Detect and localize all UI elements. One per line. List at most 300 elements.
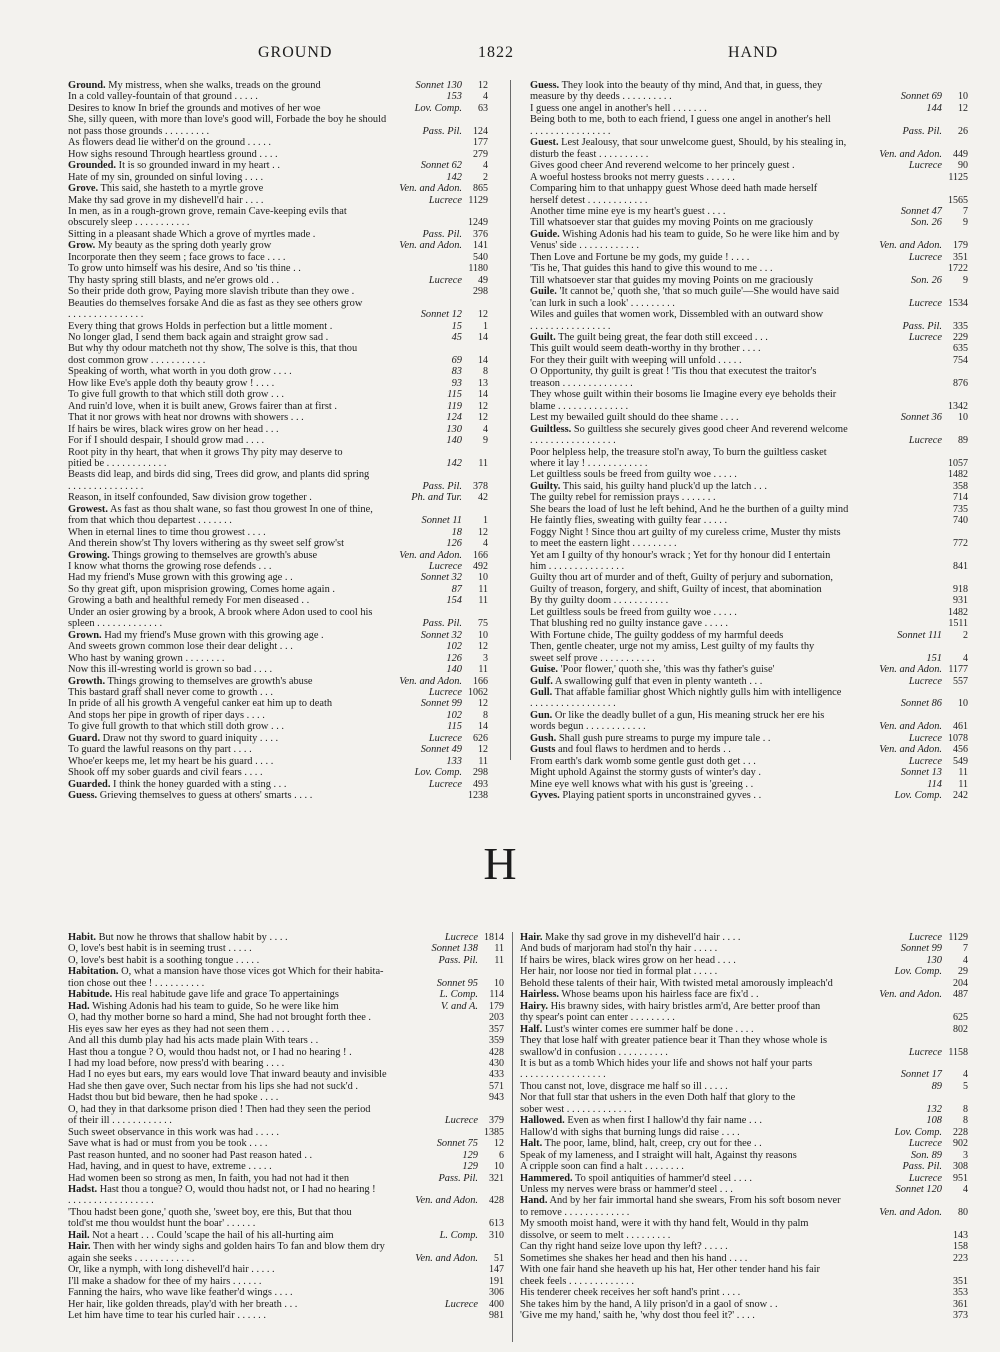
entry-line-number: 12 xyxy=(478,641,488,653)
concordance-entry xyxy=(530,561,968,572)
entry-line-number: 12 xyxy=(478,744,488,756)
entry-text xyxy=(68,194,425,206)
entry-source: 151 xyxy=(926,652,942,664)
entry-line-number: 902 xyxy=(953,1138,968,1150)
entry-line-number: 10 xyxy=(958,698,968,710)
concordance-entry xyxy=(520,943,968,954)
concordance-entry xyxy=(68,641,488,652)
entry-quotation: Lust's winter comes ere summer half be done . . . . xyxy=(542,1023,754,1035)
concordance-entry xyxy=(68,1115,504,1126)
entry-line-number: 12 xyxy=(478,400,488,412)
entry-line-number: 772 xyxy=(953,538,968,550)
entry-line-number: 943 xyxy=(489,1092,504,1104)
concordance-entry xyxy=(530,676,968,687)
concordance-entry xyxy=(520,1241,968,1252)
entry-quotation: Guilty thou art of murder and of theft, Guilty of perjury and subornation, xyxy=(530,572,833,584)
entry-quotation: Wishing Adonis had his team to guide, So he were like him xyxy=(89,1000,339,1012)
entry-text xyxy=(530,629,893,641)
entry-text xyxy=(520,1080,928,1092)
entry-text xyxy=(530,583,938,595)
concordance-entry xyxy=(520,1138,968,1149)
entry-quotation: Had, having, and in quest to have, extreme . . . . . xyxy=(68,1161,272,1173)
entry-text xyxy=(530,641,938,653)
entry-keyword: Guise. xyxy=(530,664,559,676)
entry-keyword: Gull. xyxy=(530,687,553,699)
entry-line-number: 1534 xyxy=(948,297,968,309)
entry-quotation: Had she then gave over, Such nectar from his lips she had not suck'd . xyxy=(68,1080,359,1092)
concordance-entry xyxy=(68,1035,504,1046)
entry-line-number: 6 xyxy=(499,1149,504,1161)
entry-quotation: obscurely sleep . . . . . . . . . . . xyxy=(68,217,190,229)
running-head-right: HAND xyxy=(728,44,779,61)
entry-quotation: Mine eye well knows what with his gust is 'greeing . . xyxy=(530,778,754,790)
entry-quotation: I know what thorns the growing rose defends . . . xyxy=(68,561,272,573)
entry-quotation: swallow'd in confusion . . . . . . . . . . xyxy=(520,1046,668,1058)
entry-source: Sonnet 69 xyxy=(900,91,942,103)
entry-text xyxy=(68,503,458,515)
entry-quotation: Hallow'd with sighs that burning lungs did raise . . . . xyxy=(520,1126,740,1138)
concordance-entry xyxy=(530,687,968,698)
entry-quotation: to remove . . . . . . . . . . . . . xyxy=(520,1206,630,1218)
entry-text xyxy=(68,492,407,504)
entry-text xyxy=(530,331,905,343)
entry-quotation: Hate of my sin, grounded on sinful loving . . . . xyxy=(68,171,264,183)
entry-quotation: I had my load before, now press'd with bearing . . . . xyxy=(68,1057,285,1069)
entry-text xyxy=(68,664,442,676)
entry-source: Sonnet 95 xyxy=(436,977,478,989)
entry-line-number: 203 xyxy=(489,1012,504,1024)
entry-source: Sonnet 13 xyxy=(900,767,942,779)
concordance-entry xyxy=(68,943,504,954)
entry-source: Sonnet 11 xyxy=(421,515,462,527)
concordance-entry xyxy=(68,1276,504,1287)
concordance-entry xyxy=(530,160,968,171)
entry-source: Lov. Comp. xyxy=(894,790,942,802)
entry-quotation: Might uphold Against the stormy gusts of winter's day . xyxy=(530,767,762,779)
entry-text xyxy=(530,171,938,183)
entry-text xyxy=(68,572,417,584)
entry-text xyxy=(520,1057,938,1069)
entry-quotation: With one fair hand she heaveth up his hat, Her other tender hand his fair xyxy=(520,1264,820,1276)
concordance-entry xyxy=(68,401,488,412)
entry-quotation: It is but as a tomb Which hides your life and shows not half your parts xyxy=(520,1057,813,1069)
entry-text xyxy=(530,572,938,584)
entry-line-number: 10 xyxy=(958,412,968,424)
entry-source: Lucrece xyxy=(428,194,462,206)
entry-quotation: Or like the deadly bullet of a gun, His meaning struck her ere his xyxy=(552,709,825,721)
entry-text xyxy=(520,1309,938,1321)
entry-text xyxy=(520,1115,922,1127)
entry-text xyxy=(68,721,443,733)
concordance-entry xyxy=(68,710,488,721)
entry-text xyxy=(530,343,938,355)
concordance-entry xyxy=(68,1001,504,1012)
entry-line-number: 428 xyxy=(489,1195,504,1207)
concordance-entry xyxy=(68,114,488,125)
entry-keyword: Had. xyxy=(68,1000,90,1012)
entry-quotation: Unless my nerves were brass or hammer'd steel . . . xyxy=(520,1183,733,1195)
entry-text xyxy=(68,698,417,710)
entry-quotation: Poor helpless help, the treasure stol'n away, To burn the guiltless casket xyxy=(530,446,827,458)
entry-line-number: 2 xyxy=(483,171,488,183)
entry-source: Lucrece xyxy=(444,932,478,943)
entry-text xyxy=(68,137,458,149)
entry-quotation: . . . . . . . . . . . . . . . . . xyxy=(68,1195,154,1207)
entry-keyword: Gush. xyxy=(530,732,557,744)
entry-text xyxy=(68,606,458,618)
entry-source: Pass. Pil. xyxy=(902,320,942,332)
entry-quotation: 'Poor flower,' quoth she, 'this was thy father's guise' xyxy=(558,664,775,676)
entry-quotation: Wiles and guiles that women work, Dissembled with an outward show xyxy=(530,309,824,321)
concordance-entry xyxy=(530,149,968,160)
entry-line-number: 557 xyxy=(953,675,968,687)
entry-quotation: Had my friend's Muse grown with this growing age . xyxy=(101,629,324,641)
entry-quotation: His brawny sides, with hairy bristles arm'd, Are better proof than xyxy=(548,1000,821,1012)
entry-quotation: sweet self prove . . . . . . . . . . . xyxy=(530,652,655,664)
entry-quotation: Things growing to themselves are growth's abuse xyxy=(109,549,318,561)
concordance-entry xyxy=(68,1207,504,1218)
entry-source: Ven. and Adon. xyxy=(879,240,942,252)
entry-quotation: Let guiltless souls be freed from guilty woe . . . . . xyxy=(530,469,737,481)
concordance-entry xyxy=(68,515,488,526)
entry-source: Lucrece xyxy=(908,435,942,447)
entry-text xyxy=(520,1241,938,1253)
concordance-entry xyxy=(520,1035,968,1046)
entry-text xyxy=(530,286,938,298)
entry-line-number: 306 xyxy=(489,1287,504,1299)
entry-quotation: Under an osier growing by a brook, A brook where Adon used to cool his xyxy=(68,606,373,618)
concordance-entry xyxy=(520,1287,968,1298)
entry-line-number: 4 xyxy=(483,91,488,103)
entry-line-number: 1249 xyxy=(468,217,488,229)
entry-line-number: 26 xyxy=(958,125,968,137)
entry-text xyxy=(530,114,938,126)
entry-line-number: 321 xyxy=(489,1172,504,1184)
entry-text xyxy=(530,274,907,286)
entry-line-number: 11 xyxy=(478,664,488,676)
entry-line-number: 11 xyxy=(958,778,968,790)
concordance-entry xyxy=(520,1115,968,1126)
entry-line-number: 10 xyxy=(478,629,488,641)
entry-text xyxy=(68,389,443,401)
entry-text xyxy=(68,183,395,195)
entry-text xyxy=(68,1229,436,1241)
concordance-entry xyxy=(68,1230,504,1241)
entry-line-number: 12 xyxy=(478,309,488,321)
entry-keyword: Growest. xyxy=(68,503,108,515)
concordance-entry xyxy=(68,103,488,114)
entry-text xyxy=(68,767,411,779)
entry-source: 129 xyxy=(462,1161,478,1173)
concordance-entry xyxy=(520,932,968,943)
entry-source: 130 xyxy=(926,954,942,966)
entry-text xyxy=(68,1309,474,1321)
entry-line-number: 11 xyxy=(958,767,968,779)
entry-quotation: dissolve, or seem to melt . . . . . . . . . xyxy=(520,1229,671,1241)
entry-text xyxy=(530,480,938,492)
concordance-entry xyxy=(520,1058,968,1069)
entry-line-number: 13 xyxy=(478,377,488,389)
entry-quotation: So their pride doth grow, Paying more slavish tribute than they owe . xyxy=(68,286,355,298)
entry-quotation: The guilty rebel for remission prays . . . . . . . xyxy=(530,492,716,504)
concordance-entry xyxy=(68,1138,504,1149)
concordance-entry xyxy=(530,195,968,206)
entry-keyword: Grown. xyxy=(68,629,102,641)
entry-line-number: 361 xyxy=(953,1298,968,1310)
entry-quotation: words begun . . . . . . . . . . . . xyxy=(530,721,646,733)
section-letter: H xyxy=(483,838,517,889)
entry-quotation: This bastard graff shall never come to growth . . . xyxy=(68,687,273,699)
entry-quotation: Who hast by waning grown . . . . . . . . xyxy=(68,652,225,664)
concordance-entry xyxy=(68,91,488,102)
entry-text xyxy=(68,1161,458,1173)
concordance-entry xyxy=(68,447,488,458)
entry-quotation: If hairs be wires, black wires grow on her head . . . xyxy=(68,423,279,435)
entry-source: Sonnet 99 xyxy=(900,943,942,955)
concordance-entry xyxy=(530,332,968,343)
concordance-entry xyxy=(520,1092,968,1103)
concordance-entry xyxy=(530,584,968,595)
concordance-entry xyxy=(520,1184,968,1195)
concordance-entry xyxy=(530,756,968,767)
concordance-entry xyxy=(68,458,488,469)
entry-source: Lucrece xyxy=(428,778,462,790)
entry-quotation: disturb the feast . . . . . . . . . . xyxy=(530,148,649,160)
entry-quotation: She, silly queen, with more than love's good will, Forbade the boy he should xyxy=(68,114,387,126)
entry-quotation: . . . . . . . . . . . . . . . xyxy=(68,309,144,321)
concordance-entry xyxy=(530,114,968,125)
entry-text xyxy=(530,549,938,561)
entry-line-number: 1722 xyxy=(948,263,968,275)
entry-source: Pass. Pil. xyxy=(422,618,462,630)
entry-quotation: To guard the lawful reasons on thy part . . . . xyxy=(68,744,252,756)
entry-line-number: 379 xyxy=(489,1115,504,1127)
entry-line-number: 931 xyxy=(953,595,968,607)
entry-source: 102 xyxy=(446,709,462,721)
entry-keyword: Growing. xyxy=(68,549,110,561)
entry-text xyxy=(520,1252,938,1264)
entry-keyword: Gusts xyxy=(530,744,556,756)
entry-line-number: 89 xyxy=(958,435,968,447)
entry-text xyxy=(520,977,938,989)
concordance-entry xyxy=(520,1207,968,1218)
entry-text xyxy=(68,80,412,91)
entry-line-number: 430 xyxy=(489,1057,504,1069)
concordance-entry xyxy=(68,1299,504,1310)
entry-text xyxy=(520,1012,938,1024)
entry-line-number: 487 xyxy=(953,989,968,1001)
entry-line-number: 740 xyxy=(953,515,968,527)
concordance-entry xyxy=(68,664,488,675)
entry-line-number: 223 xyxy=(953,1252,968,1264)
entry-line-number: 353 xyxy=(953,1287,968,1299)
entry-quotation: In a cold valley-fountain of that ground . . . . . xyxy=(68,91,258,103)
concordance-entry xyxy=(68,1253,504,1264)
entry-quotation: . . . . . . . . . . . . . . . . . xyxy=(520,1069,606,1081)
entry-quotation: If hairs be wires, black wires grow on her head . . . . xyxy=(520,954,736,966)
entry-text xyxy=(68,561,425,573)
concordance-entry xyxy=(68,966,504,977)
concordance-entry xyxy=(520,1024,968,1035)
entry-quotation: 'can lurk in such a look' . . . . . . . . . xyxy=(530,297,675,309)
entry-quotation: measure by thy deeds . . . . . . . . . . xyxy=(530,91,672,103)
entry-source: Lucrece xyxy=(908,1138,942,1150)
concordance-entry xyxy=(68,1184,504,1195)
entry-quotation: So guiltless she securely gives good cheer And reverend welcome xyxy=(571,423,848,435)
entry-quotation: As fast as thou shalt wane, so fast thou growest In one of thine, xyxy=(107,503,373,515)
entry-quotation: His eyes saw her eyes as they had not seen them . . . . xyxy=(68,1023,290,1035)
concordance-entry xyxy=(68,469,488,480)
entry-keyword: Gulf. xyxy=(530,675,553,687)
concordance-entry xyxy=(68,481,488,492)
entry-text xyxy=(68,1206,474,1218)
entry-text xyxy=(520,1229,938,1241)
entry-line-number: 1125 xyxy=(948,171,968,183)
entry-quotation: Being both to me, both to each friend, I guess one angel in another's hell xyxy=(530,114,831,126)
entry-quotation: thy spear's point can enter . . . . . . . . . xyxy=(520,1012,675,1024)
entry-line-number: 449 xyxy=(953,148,968,160)
concordance-entry xyxy=(68,733,488,744)
entry-quotation: sober west . . . . . . . . . . . . . xyxy=(520,1103,632,1115)
entry-text xyxy=(68,1172,434,1184)
entry-text xyxy=(520,1092,938,1104)
entry-line-number: 1565 xyxy=(948,194,968,206)
entry-source: 69 xyxy=(451,354,462,366)
concordance-entry xyxy=(530,412,968,423)
concordance-entry xyxy=(530,252,968,263)
entry-quotation: Make thy sad grove in my dishevell'd hair . . . . xyxy=(542,932,741,943)
concordance-entry xyxy=(530,618,968,629)
entry-line-number: 8 xyxy=(963,1115,968,1127)
entry-quotation: Shook off my sober guards and civil fears . . . . xyxy=(68,767,263,779)
entry-quotation: This guilt would seem death-worthy in thy brother . . . . xyxy=(530,343,761,355)
entry-text xyxy=(68,1287,474,1299)
entry-quotation: From earth's dark womb some gentle gust doth get . . . xyxy=(530,755,756,767)
entry-text xyxy=(530,526,938,538)
entry-text xyxy=(530,228,938,240)
entry-text xyxy=(530,457,938,469)
concordance-entry xyxy=(520,1161,968,1172)
concordance-entry xyxy=(530,321,968,332)
entry-source: Ven. and Adon. xyxy=(879,664,942,676)
entry-text xyxy=(530,263,938,275)
concordance-entry xyxy=(68,263,488,274)
entry-quotation: And therein show'st Thy lovers withering as thy sweet self grow'st xyxy=(68,538,344,550)
concordance-entry xyxy=(68,550,488,561)
entry-quotation: Incorporate then they seem ; face grows to face . . . . xyxy=(68,251,286,263)
entry-quotation: Whoe'er keeps me, let my heart be his guard . . . . xyxy=(68,755,274,767)
entry-line-number: 461 xyxy=(953,721,968,733)
entry-line-number: 1057 xyxy=(948,457,968,469)
entry-source: Ven. and Adon. xyxy=(399,183,462,195)
entry-text xyxy=(520,1218,938,1230)
entry-quotation: cheek feels . . . . . . . . . . . . . xyxy=(520,1275,634,1287)
entry-text xyxy=(530,721,875,733)
entry-line-number: 841 xyxy=(953,561,968,573)
concordance-entry xyxy=(68,584,488,595)
entry-quotation: His tenderer cheek receives her soft hand's print . . . . xyxy=(520,1287,741,1299)
entry-quotation: The guilt being great, the fear doth still exceed . . . xyxy=(555,331,768,343)
entry-source: Lucrece xyxy=(428,561,462,573)
entry-quotation: No longer glad, I send them back again and straight grow sad . xyxy=(68,331,329,343)
entry-text xyxy=(520,1138,905,1150)
entry-quotation: Had my friend's Muse grown with this growing age . . xyxy=(68,572,293,584)
concordance-entry xyxy=(520,1012,968,1023)
entry-quotation: Wishing Adonis had his team to guide, So he were like him and by xyxy=(559,228,840,240)
entry-text xyxy=(68,480,418,492)
entry-source: Lov. Comp. xyxy=(894,1126,942,1138)
entry-text xyxy=(68,148,458,160)
entry-keyword: Guest. xyxy=(530,137,559,149)
entry-text xyxy=(530,446,938,458)
concordance-entry xyxy=(68,1218,504,1229)
entry-source: Lucrece xyxy=(908,1172,942,1184)
entry-text xyxy=(530,251,905,263)
entry-quotation: where it lay ! . . . . . . . . . . . . xyxy=(530,457,648,469)
entry-line-number: 1482 xyxy=(948,606,968,618)
entry-line-number: 49 xyxy=(478,274,488,286)
concordance-entry xyxy=(68,298,488,309)
entry-line-number: 75 xyxy=(478,618,488,630)
entry-quotation: treason . . . . . . . . . . . . . . xyxy=(530,377,633,389)
concordance-entry xyxy=(68,1012,504,1023)
entry-quotation: To grow unto himself was his desire, And so 'tis thine . . xyxy=(68,263,301,275)
entry-text xyxy=(520,1183,892,1195)
entry-quotation: blame . . . . . . . . . . . . . . xyxy=(530,400,629,412)
concordance-entry xyxy=(530,103,968,114)
entry-line-number: 9 xyxy=(483,435,488,447)
entry-text xyxy=(530,205,897,217)
entry-source: Pass. Pil. xyxy=(438,1172,478,1184)
concordance-entry xyxy=(68,275,488,286)
entry-line-number: 802 xyxy=(953,1023,968,1035)
column-top-right xyxy=(530,80,968,802)
entry-quotation: Desires to know In brief the grounds and motives of her woe xyxy=(68,102,321,114)
entry-text xyxy=(520,1046,905,1058)
entry-text xyxy=(520,1149,907,1161)
entry-line-number: 8 xyxy=(483,366,488,378)
entry-quotation: Let guiltless souls be freed from guilty woe . . . . . xyxy=(530,606,737,618)
entry-source: Sonnet 12 xyxy=(420,309,462,321)
concordance-entry xyxy=(520,1230,968,1241)
concordance-entry xyxy=(68,779,488,790)
entry-text xyxy=(520,1172,905,1184)
entry-line-number: 540 xyxy=(473,251,488,263)
entry-line-number: 4 xyxy=(963,1069,968,1081)
entry-quotation: O, had thy mother borne so hard a mind, She had not brought forth thee . xyxy=(68,1012,371,1024)
concordance-entry xyxy=(68,595,488,606)
entry-keyword: Guard. xyxy=(68,732,101,744)
entry-keyword: Guile. xyxy=(530,286,557,298)
entry-source: Lucrece xyxy=(908,932,942,943)
concordance-entry xyxy=(68,1264,504,1275)
concordance-entry xyxy=(530,527,968,538)
entry-line-number: 3 xyxy=(963,1149,968,1161)
concordance-entry xyxy=(530,515,968,526)
concordance-entry xyxy=(68,721,488,732)
concordance-entry xyxy=(68,1104,504,1115)
entry-quotation: herself detest . . . . . . . . . . . . xyxy=(530,194,648,206)
entry-line-number: 400 xyxy=(489,1298,504,1310)
entry-source: Pass. Pil. xyxy=(422,228,462,240)
entry-line-number: 11 xyxy=(494,943,504,955)
entry-line-number: 12 xyxy=(958,102,968,114)
entry-source: 45 xyxy=(451,331,462,343)
entry-line-number: 613 xyxy=(489,1218,504,1230)
entry-text xyxy=(530,125,898,137)
entry-text xyxy=(68,652,442,664)
entry-text xyxy=(68,377,448,389)
